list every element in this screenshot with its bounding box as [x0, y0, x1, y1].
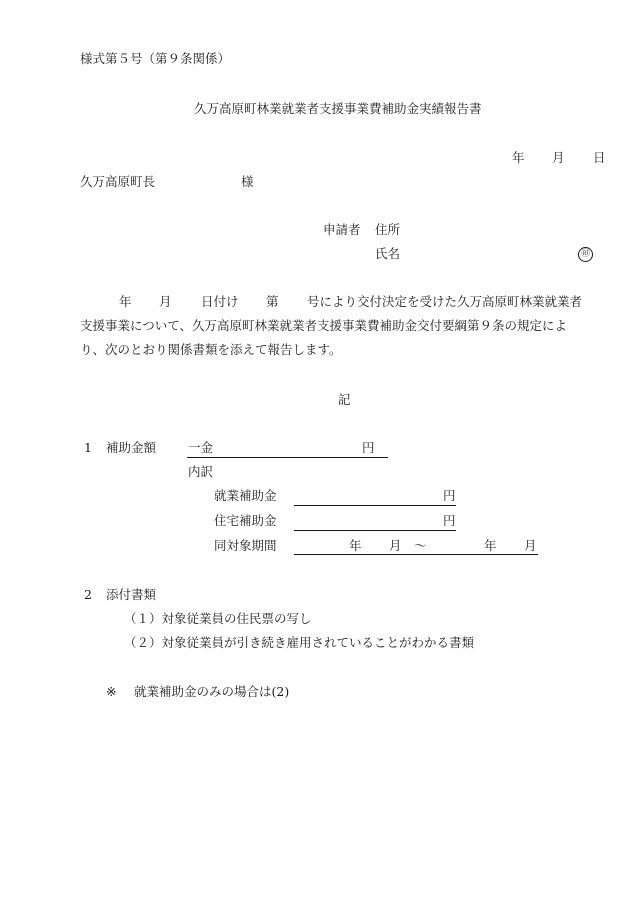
attachment-item: （２）対象従業員が引き続き雇用されていることがわかる書類 — [124, 635, 475, 650]
note-text: 就業補助金のみの場合は(2) — [134, 684, 290, 699]
body-year-label: 年 — [119, 294, 132, 309]
amount-underline — [187, 457, 388, 458]
housing-amount-underline — [294, 530, 456, 531]
employment-yen-label: 円 — [443, 488, 456, 503]
body-line2: 支援事業について、久万高原町林業就業者支援事業費補助金交付要綱第９条の規定によ — [80, 318, 568, 333]
form-number: 様式第５号（第９条関係） — [80, 51, 231, 66]
section1-label: 補助金額 — [106, 440, 157, 455]
date-year-label: 年 — [512, 150, 525, 165]
period-month2-label: 月 — [524, 538, 537, 553]
seal-mark: ㊞ — [578, 247, 593, 262]
housing-yen-label: 円 — [443, 513, 456, 528]
period-year1-label: 年 — [349, 538, 362, 553]
amount-yen-label: 円 — [362, 440, 375, 455]
employment-amount-underline — [294, 505, 456, 506]
applicant-address-label: 住所 — [375, 222, 401, 237]
section2-number: 2 — [84, 587, 92, 602]
breakdown-label: 内訳 — [188, 464, 214, 479]
period-tilde: ～ — [414, 538, 427, 553]
amount-prefix: 一金 — [188, 440, 214, 455]
addressee-name: 久万高原町長 — [80, 174, 156, 189]
applicant-name-label: 氏名 — [375, 246, 401, 261]
date-day-label: 日 — [593, 150, 606, 165]
section1-number: 1 — [84, 440, 92, 455]
body-number-prefix: 第 — [266, 294, 279, 309]
attachment-item: （１）対象従業員の住民票の写し — [124, 611, 312, 626]
document-title: 久万高原町林業就業者支援事業費補助金実績報告書 — [194, 101, 482, 116]
ki-heading: 記 — [338, 392, 351, 407]
body-month-label: 月 — [159, 294, 172, 309]
body-dated-label: 日付け — [201, 294, 239, 309]
period-year2-label: 年 — [484, 538, 497, 553]
section2-label: 添付書類 — [106, 587, 157, 602]
addressee-honorific: 様 — [241, 174, 254, 189]
housing-subsidy-label: 住宅補助金 — [214, 513, 277, 528]
employment-subsidy-label: 就業補助金 — [214, 488, 277, 503]
period-underline — [294, 554, 538, 555]
date-month-label: 月 — [552, 150, 565, 165]
body-line1-rest: 号により交付決定を受けた久万高原町林業就業者 — [307, 294, 583, 309]
period-label: 同対象期間 — [214, 538, 277, 553]
applicant-label: 申請者 — [323, 222, 361, 237]
body-line3: り、次のとおり関係書類を添えて報告します。 — [80, 342, 342, 357]
period-month1-label: 月 — [389, 538, 402, 553]
note-mark: ※ — [106, 684, 117, 699]
